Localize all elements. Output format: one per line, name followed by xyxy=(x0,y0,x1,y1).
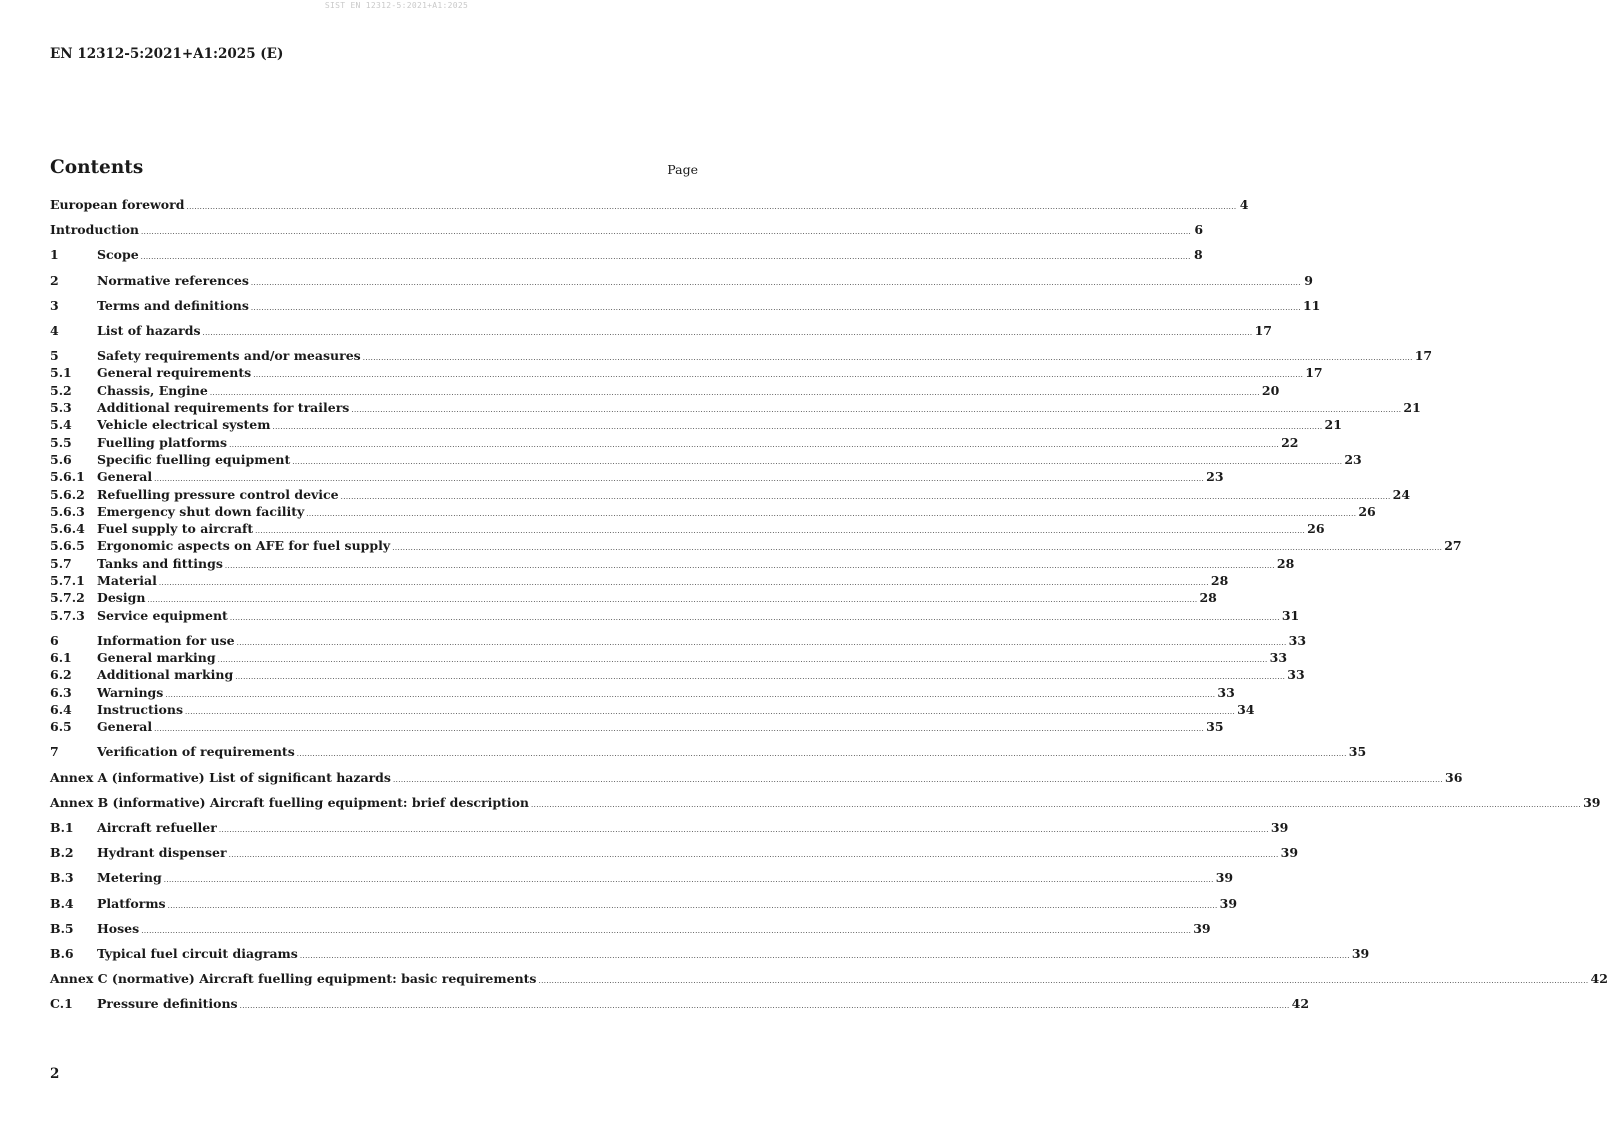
toc-entry-page: 39 xyxy=(1280,845,1299,861)
contents-heading: Contents xyxy=(50,157,144,178)
toc-entry[interactable] xyxy=(50,272,1313,289)
toc-entry-page: 42 xyxy=(1291,996,1310,1012)
toc-entry-title: Specific fuelling equipment xyxy=(97,451,291,467)
toc-entry-number: B.4 xyxy=(50,895,74,911)
toc-dot-leader: ................................................................................................................................................................................................................................................................................................................................................................................................................ xyxy=(292,457,1343,466)
toc-entry-number: 5.6.1 xyxy=(50,469,85,485)
toc-entry[interactable] xyxy=(50,347,1433,364)
toc-dot-leader: ................................................................................................................................................................................................................................................................................................................................................................................................................ xyxy=(272,423,1323,432)
toc-entry-number: 5.7.2 xyxy=(50,590,85,606)
toc-entry-number: 5.1 xyxy=(50,365,72,381)
toc-entry-page: 26 xyxy=(1358,503,1376,519)
toc-entry-number: B.5 xyxy=(50,920,74,936)
toc-entry-title: Normative references xyxy=(97,272,249,288)
toc-entry-number: 5.7 xyxy=(50,555,72,571)
toc-entry[interactable] xyxy=(50,844,1299,861)
toc-entry[interactable] xyxy=(50,572,1229,589)
toc-dot-leader: ................................................................................................................................................................................................................................................................................................................................................................................................................ xyxy=(141,228,1192,237)
toc-entry-number: 5.7.1 xyxy=(50,572,85,588)
toc-entry-title: Instructions xyxy=(97,701,184,717)
toc-entry-page: 28 xyxy=(1276,555,1295,571)
toc-entry-page: 33 xyxy=(1288,632,1307,648)
toc-entry[interactable] xyxy=(50,945,1370,962)
toc-entry-page: 39 xyxy=(1270,820,1289,835)
toc-entry[interactable] xyxy=(50,869,1234,886)
toc-dot-leader: ................................................................................................................................................................................................................................................................................................................................................................................................................ xyxy=(392,544,1443,553)
toc-entry-page: 24 xyxy=(1392,486,1411,502)
toc-entry-page: 33 xyxy=(1269,650,1288,666)
toc-entry[interactable] xyxy=(50,246,1203,263)
toc-entry-page: 28 xyxy=(1210,572,1229,588)
toc-entry-number: B.3 xyxy=(50,870,74,886)
toc-entry-number: 5.6.4 xyxy=(50,521,85,537)
toc-entry-title: Typical fuel circuit diagrams xyxy=(97,945,298,961)
table-of-contents xyxy=(50,196,1608,1013)
toc-entry-title: Platforms xyxy=(97,895,166,911)
toc-entry-title: Hydrant dispenser xyxy=(97,845,227,861)
toc-entry[interactable] xyxy=(50,196,1249,213)
toc-entry-number: 5.3 xyxy=(50,400,72,416)
toc-entry[interactable] xyxy=(50,819,1289,836)
toc-entry[interactable] xyxy=(50,666,1305,683)
toc-entry-number: 6.4 xyxy=(50,701,72,717)
page-column-label: Page xyxy=(667,162,698,177)
toc-entry-title: Additional requirements for trailers xyxy=(97,400,350,416)
toc-entry-page: 39 xyxy=(1215,870,1234,886)
toc-dot-leader: ................................................................................................................................................................................................................................................................................................................................................................................................................ xyxy=(218,826,1269,834)
toc-entry[interactable] xyxy=(50,468,1224,485)
toc-entry-page: 34 xyxy=(1237,701,1255,717)
toc-entry-title: Annex B (informative) Aircraft fuelling equipment: brief description xyxy=(50,794,530,810)
toc-entry-page: 33 xyxy=(1287,667,1305,683)
toc-entry-number: 6.3 xyxy=(50,684,72,700)
toc-entry[interactable] xyxy=(50,995,1310,1012)
toc-entry[interactable] xyxy=(50,769,1463,786)
toc-entry-title: General xyxy=(97,719,153,735)
toc-dot-leader: ................................................................................................................................................................................................................................................................................................................................................................................................................ xyxy=(141,926,1192,935)
toc-entry-page: 39 xyxy=(1193,920,1211,936)
toc-entry-title: Information for use xyxy=(97,632,235,648)
toc-dot-leader: ................................................................................................................................................................................................................................................................................................................................................................................................................ xyxy=(147,596,1198,605)
toc-entry-page: 26 xyxy=(1307,521,1325,537)
toc-entry-number: 3 xyxy=(50,297,59,313)
toc-dot-leader: ................................................................................................................................................................................................................................................................................................................................................................................................................ xyxy=(167,901,1218,910)
toc-entry-title: Introduction xyxy=(50,222,140,238)
toc-entry-page: 9 xyxy=(1304,272,1313,288)
toc-entry[interactable] xyxy=(50,399,1421,416)
toc-dot-leader: ................................................................................................................................................................................................................................................................................................................................................................................................................ xyxy=(229,613,1280,622)
toc-dot-leader: ................................................................................................................................................................................................................................................................................................................................................................................................................ xyxy=(239,1002,1290,1011)
toc-entry-number: 5.6.2 xyxy=(50,486,85,502)
toc-entry-number: 6 xyxy=(50,632,59,648)
toc-entry-page: 17 xyxy=(1414,348,1433,364)
toc-entry-title: Refuelling pressure control device xyxy=(97,486,339,502)
toc-dot-leader: ................................................................................................................................................................................................................................................................................................................................................................................................................ xyxy=(392,775,1444,784)
toc-entry[interactable] xyxy=(50,649,1288,666)
toc-dot-leader: ................................................................................................................................................................................................................................................................................................................................................................................................................ xyxy=(235,673,1286,682)
toc-entry-title: Tanks and fittings xyxy=(97,555,223,571)
toc-entry[interactable] xyxy=(50,920,1211,937)
toc-entry[interactable] xyxy=(50,221,1204,238)
toc-entry-title: Emergency shut down facility xyxy=(97,503,305,519)
toc-dot-leader: ................................................................................................................................................................................................................................................................................................................................................................................................................ xyxy=(299,951,1350,960)
toc-entry-title: Service equipment xyxy=(97,607,228,623)
toc-entry[interactable] xyxy=(50,555,1295,572)
toc-entry-number: 4 xyxy=(50,322,59,338)
toc-entry-title: Terms and definitions xyxy=(97,297,249,313)
toc-entry-number: 5.6.5 xyxy=(50,538,85,554)
toc-entry-page: 31 xyxy=(1281,607,1300,623)
toc-entry-page: 17 xyxy=(1254,322,1272,338)
toc-entry[interactable] xyxy=(50,434,1299,451)
toc-dot-leader: ................................................................................................................................................................................................................................................................................................................................................................................................................ xyxy=(351,406,1402,415)
toc-entry[interactable] xyxy=(50,503,1376,520)
toc-entry-title: Fuelling platforms xyxy=(97,434,228,450)
toc-entry[interactable] xyxy=(50,451,1362,468)
toc-entry-number: 5.4 xyxy=(50,417,72,433)
toc-dot-leader: ................................................................................................................................................................................................................................................................................................................................................................................................................ xyxy=(296,750,1347,759)
toc-dot-leader: ................................................................................................................................................................................................................................................................................................................................................................................................................ xyxy=(306,509,1357,518)
toc-entry-title: European foreword xyxy=(50,197,185,212)
toc-dot-leader: ................................................................................................................................................................................................................................................................................................................................................................................................................ xyxy=(154,725,1205,734)
toc-entry-title: General xyxy=(97,469,153,485)
toc-entry-page: 33 xyxy=(1217,684,1235,700)
toc-entry-page: 6 xyxy=(1194,222,1204,238)
toc-dot-leader: ................................................................................................................................................................................................................................................................................................................................................................................................................ xyxy=(340,492,1391,501)
toc-dot-leader: ................................................................................................................................................................................................................................................................................................................................................................................................................ xyxy=(202,328,1253,337)
toc-entry[interactable] xyxy=(50,701,1255,718)
toc-entry-number: 6.5 xyxy=(50,719,72,735)
toc-entry-number: B.6 xyxy=(50,945,74,961)
toc-entry-number: 5.2 xyxy=(50,382,72,398)
toc-entry-page: 23 xyxy=(1206,469,1224,485)
toc-entry-title: Aircraft refueller xyxy=(97,820,217,835)
toc-entry-page: 17 xyxy=(1305,365,1323,381)
toc-entry[interactable] xyxy=(50,718,1224,735)
toc-entry-title: Safety requirements and/or measures xyxy=(97,348,361,364)
toc-entry-number: 5 xyxy=(50,348,59,364)
toc-entry[interactable] xyxy=(50,486,1411,503)
toc-dot-leader: ................................................................................................................................................................................................................................................................................................................................................................................................................ xyxy=(185,707,1236,716)
toc-dot-leader: ................................................................................................................................................................................................................................................................................................................................................................................................................ xyxy=(154,475,1205,484)
toc-entry[interactable] xyxy=(50,364,1323,381)
toc-entry-title: General requirements xyxy=(97,365,252,381)
watermark: SIST EN 12312-5:2021+A1:2025 xyxy=(324,1,469,10)
toc-entry[interactable] xyxy=(50,589,1217,606)
toc-entry-title: Pressure definitions xyxy=(97,996,238,1012)
toc-entry-page: 27 xyxy=(1444,538,1462,554)
toc-entry-title: Warnings xyxy=(97,684,164,700)
toc-entry-number: 5.6 xyxy=(50,451,72,467)
toc-entry-page: 39 xyxy=(1219,895,1238,911)
toc-entry-title: Additional marking xyxy=(97,667,234,683)
toc-entry-number: 5.5 xyxy=(50,434,72,450)
toc-entry-title: Scope xyxy=(97,247,139,263)
toc-entry-title: Hoses xyxy=(97,920,140,936)
toc-entry-number: 1 xyxy=(50,247,59,263)
toc-dot-leader: ................................................................................................................................................................................................................................................................................................................................................................................................................ xyxy=(163,876,1214,885)
toc-entry[interactable] xyxy=(50,322,1272,339)
toc-entry-number: 5.6.3 xyxy=(50,503,85,519)
toc-entry-number: 7 xyxy=(50,744,59,760)
toc-entry-page: 11 xyxy=(1302,297,1321,313)
toc-entry-number: B.1 xyxy=(50,820,74,835)
toc-dot-leader: ................................................................................................................................................................................................................................................................................................................................................................................................................ xyxy=(362,354,1413,363)
toc-entry-number: 5.7.3 xyxy=(50,607,85,623)
toc-dot-leader: ................................................................................................................................................................................................................................................................................................................................................................................................................ xyxy=(217,656,1268,665)
toc-entry-number: 6.1 xyxy=(50,650,72,666)
toc-dot-leader: ................................................................................................................................................................................................................................................................................................................................................................................................................ xyxy=(186,203,1237,211)
toc-entry[interactable] xyxy=(50,794,1601,811)
toc-entry-page: 23 xyxy=(1344,451,1362,467)
toc-dot-leader: ................................................................................................................................................................................................................................................................................................................................................................................................................ xyxy=(253,371,1304,380)
toc-entry-title: Fuel supply to aircraft xyxy=(97,521,254,537)
toc-entry-title: Ergonomic aspects on AFE for fuel supply xyxy=(97,538,391,554)
toc-dot-leader: ................................................................................................................................................................................................................................................................................................................................................................................................................ xyxy=(140,253,1191,262)
toc-entry-page: 21 xyxy=(1403,400,1421,416)
toc-entry-number: 2 xyxy=(50,272,59,288)
toc-entry-title: Material xyxy=(97,572,157,588)
toc-entry-page: 39 xyxy=(1583,794,1601,810)
toc-dot-leader: ................................................................................................................................................................................................................................................................................................................................................................................................................ xyxy=(531,800,1582,809)
toc-entry-page: 20 xyxy=(1261,382,1280,398)
toc-entry-title: Vehicle electrical system xyxy=(97,417,271,433)
toc-entry[interactable] xyxy=(50,970,1608,987)
toc-entry-page: 4 xyxy=(1239,197,1249,212)
toc-entry-number: C.1 xyxy=(50,996,73,1012)
toc-entry-number: B.2 xyxy=(50,845,74,861)
toc-entry-title: Verification of requirements xyxy=(97,744,295,760)
toc-entry[interactable] xyxy=(50,607,1300,624)
toc-entry-title: Annex C (normative) Aircraft fuelling equipment: basic requirements xyxy=(50,971,537,987)
toc-entry-title: General marking xyxy=(97,650,216,666)
toc-dot-leader: ................................................................................................................................................................................................................................................................................................................................................................................................................ xyxy=(236,638,1287,647)
toc-entry-title: Design xyxy=(97,590,146,606)
toc-entry[interactable] xyxy=(50,632,1307,649)
toc-dot-leader: ................................................................................................................................................................................................................................................................................................................................................................................................................ xyxy=(255,527,1306,536)
toc-entry-page: 28 xyxy=(1199,590,1217,606)
toc-dot-leader: ................................................................................................................................................................................................................................................................................................................................................................................................................ xyxy=(538,977,1589,986)
toc-entry-title: Annex A (informative) List of significant hazards xyxy=(50,769,391,785)
toc-entry-page: 39 xyxy=(1351,945,1370,961)
toc-dot-leader: ................................................................................................................................................................................................................................................................................................................................................................................................................ xyxy=(228,851,1279,860)
toc-entry-title: Chassis, Engine xyxy=(97,382,208,398)
toc-entry-number: 6.2 xyxy=(50,667,72,683)
toc-dot-leader: ................................................................................................................................................................................................................................................................................................................................................................................................................ xyxy=(250,278,1301,287)
toc-entry[interactable] xyxy=(50,520,1325,537)
toc-dot-leader: ................................................................................................................................................................................................................................................................................................................................................................................................................ xyxy=(209,388,1260,397)
toc-entry[interactable] xyxy=(50,297,1321,314)
toc-entry[interactable] xyxy=(50,895,1238,912)
toc-entry[interactable] xyxy=(50,684,1235,701)
toc-entry-page: 8 xyxy=(1194,247,1203,263)
toc-entry-page: 35 xyxy=(1206,719,1224,735)
toc-entry[interactable] xyxy=(50,537,1462,554)
toc-entry-page: 42 xyxy=(1590,971,1608,987)
toc-dot-leader: ................................................................................................................................................................................................................................................................................................................................................................................................................ xyxy=(165,690,1216,699)
document-header: EN 12312-5:2021+A1:2025 (E) xyxy=(50,46,284,62)
toc-entry-page: 35 xyxy=(1348,744,1367,760)
toc-dot-leader: ................................................................................................................................................................................................................................................................................................................................................................................................................ xyxy=(224,561,1275,570)
toc-entry-title: List of hazards xyxy=(97,322,201,338)
toc-dot-leader: ................................................................................................................................................................................................................................................................................................................................................................................................................ xyxy=(158,578,1209,587)
toc-entry-title: Metering xyxy=(97,870,162,886)
toc-entry-page: 21 xyxy=(1324,417,1342,433)
toc-dot-leader: ................................................................................................................................................................................................................................................................................................................................................................................................................ xyxy=(250,303,1301,312)
toc-entry-page: 36 xyxy=(1445,769,1463,785)
toc-entry-page: 22 xyxy=(1281,434,1299,450)
toc-entry[interactable] xyxy=(50,416,1342,433)
toc-entry[interactable] xyxy=(50,382,1280,399)
toc-entry[interactable] xyxy=(50,743,1367,760)
toc-dot-leader: ................................................................................................................................................................................................................................................................................................................................................................................................................ xyxy=(229,440,1280,449)
page-number: 2 xyxy=(50,1066,60,1082)
